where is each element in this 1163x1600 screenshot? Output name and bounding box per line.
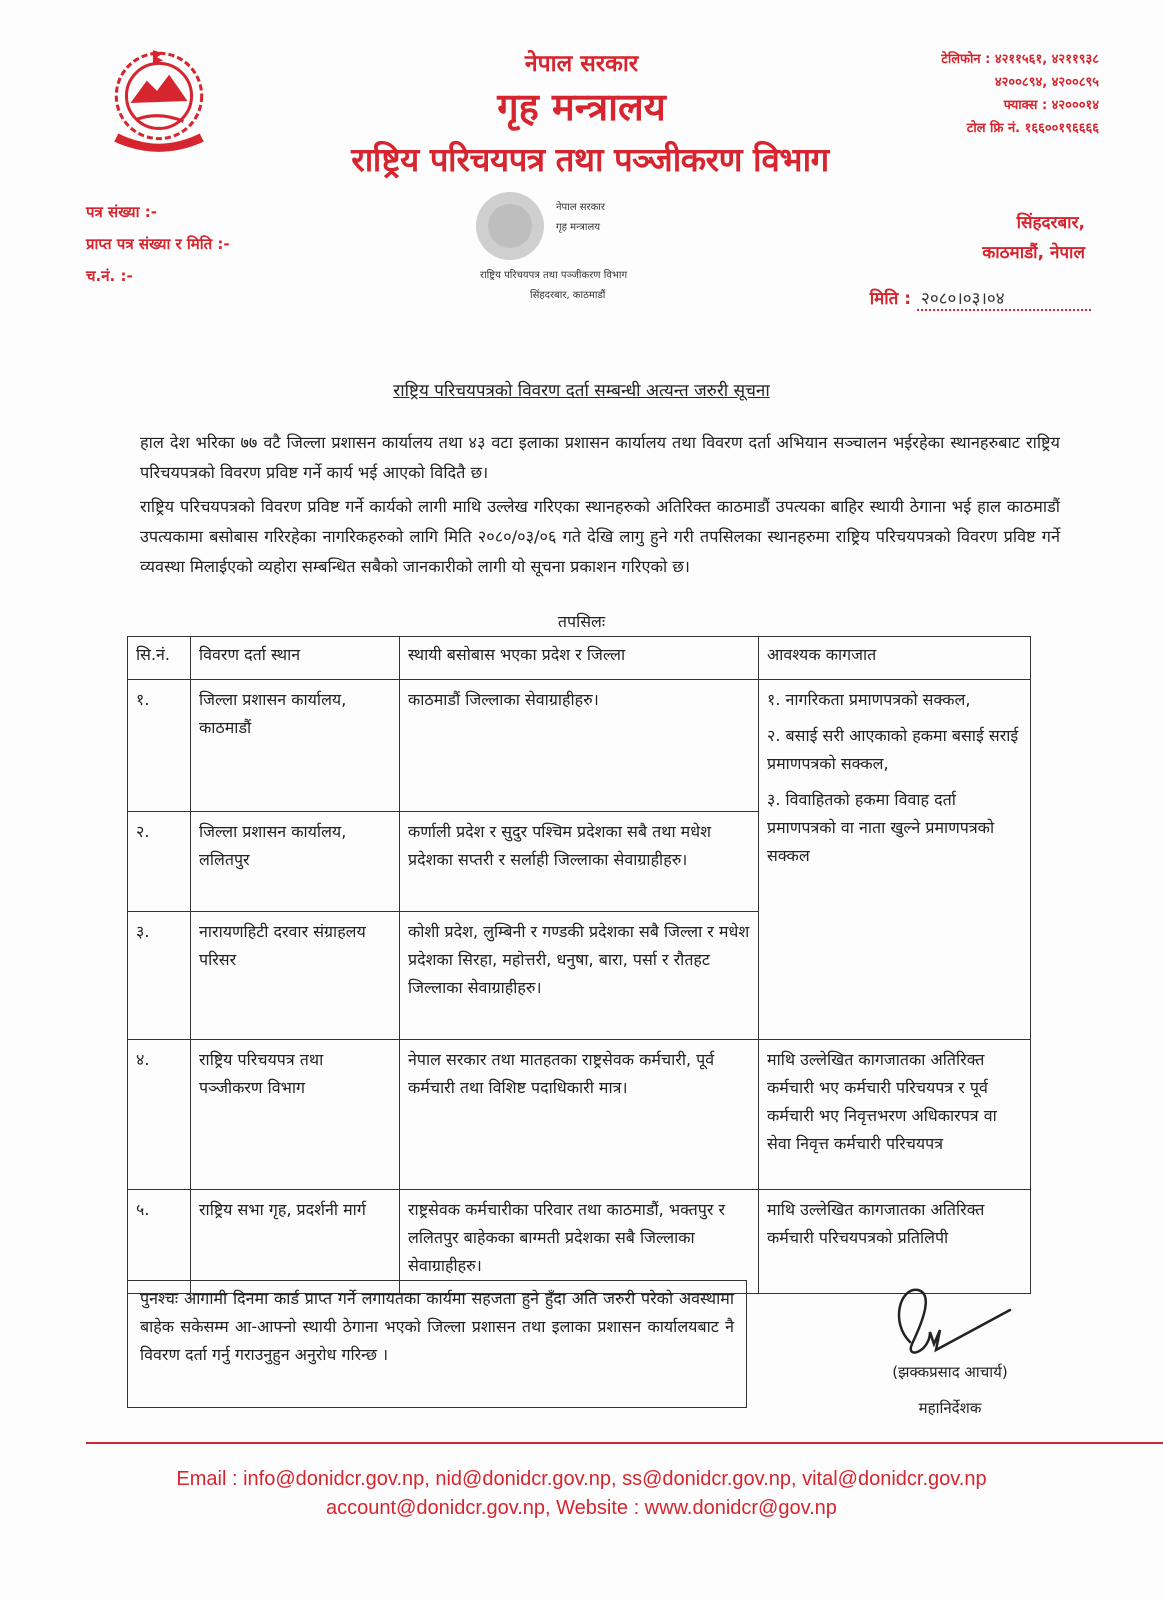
notice-paragraph-1: हाल देश भरिका ७७ वटै जिल्ला प्रशासन कार्यालय तथा ४३ वटा इलाका प्रशासन कार्यालय तथा विवरण दर्ता अभियान सञ्चालन भईरहेका स्थानहरुबाट राष्ट्रिय परिचयपत्रको विवरण प्रविष्ट गर्ने कार्य भई आएको विदितै छ।: [140, 433, 1060, 482]
footer-emails: Email : info@donidcr.gov.np, nid@donidcr.gov.np, ss@donidcr.gov.np, vital@donidcr.gov.np: [176, 1468, 987, 1490]
stamp-line-3: राष्ट्रिय परिचयपत्र तथा पञ्जीकरण विभाग: [480, 270, 628, 281]
date-field: [870, 286, 1091, 311]
registration-locations-table: [127, 636, 1031, 1294]
stamp-line-4: सिंहदरबार, काठमाडौं: [530, 290, 606, 301]
letter-number-label: पत्र संख्या :-: [86, 203, 157, 221]
notice-paragraph-2: राष्ट्रिय परिचयपत्रको विवरण प्रविष्ट गर्ने कार्यको लागी माथि उल्लेख गरिएका स्थानहरुको अतिरिक्त काठमाडौं उपत्यका बाहिर स्थायी ठेगाना भई हाल काठमाडौं उपत्यकामा बसोबास गरिरहेका नागरिकहरुको लागि मिति २०८०/०३/०६ गते देखि लागु हुने गरी तपसिलका स्थानहरुमा राष्ट्रिय परिचयपत्रको विवरण प्रविष्ट गर्ने व्यवस्था मिलाईएको व्यहोरा सम्बन्धित सबैको जानकारीको लागी यो सूचना प्रकाशन गरिएको छ।: [140, 497, 1060, 576]
cell-place: जिल्ला प्रशासन कार्यालय, ललितपुर: [191, 812, 400, 912]
address-line-1: सिंहदरबार,: [1016, 213, 1085, 233]
reference-block: [86, 196, 230, 292]
address-line-2: काठमाडौं, नेपाल: [982, 243, 1085, 263]
document-item: २. बसाई सरी आएकाको हकमा बसाई सराई प्रमाणपत्रको सक्कल,: [767, 726, 1019, 773]
cell-province: राष्ट्रसेवक कर्मचारीका परिवार तथा काठमाडौं, भक्तपुर र ललितपुर बाहेकका बाग्मती प्रदेशका सबै जिल्लाका सेवाग्राहीहरु।: [400, 1190, 759, 1294]
stamp-line-1: नेपाल सरकार: [556, 202, 605, 213]
cell-serial: ३.: [128, 912, 191, 1040]
cell-serial: ५.: [128, 1190, 191, 1294]
date-label: मिति :: [869, 289, 912, 309]
cell-documents: माथि उल्लेखित कागजातका अतिरिक्त कर्मचारी भए कर्मचारी परिचयपत्र र पूर्व कर्मचारी भए निवृत्तभरण अधिकारपत्र वा सेवा निवृत्त कर्मचारी परिचयपत्र: [759, 1040, 1031, 1190]
signature: [890, 1282, 1020, 1362]
contact-block: [941, 48, 1099, 140]
header-province: स्थायी बसोबास भएका प्रदेश र जिल्ला: [400, 637, 759, 680]
toll-free-line: टोल फ्रि नं. १६६००१९६६६६: [966, 121, 1099, 136]
cell-serial: २.: [128, 812, 191, 912]
table-row: [128, 680, 1031, 812]
phone-line-2: ४२००८९४, ४२००८९५: [994, 75, 1099, 90]
cell-province: कोशी प्रदेश, लुम्बिनी र गण्डकी प्रदेशका सबै जिल्ला र मधेश प्रदेशका सिरहा, महोत्तरी, धनुषा, बारा, पर्सा र रौतहट जिल्लाका सेवाग्राहीहरु।: [400, 912, 759, 1040]
postscript-box: पुनश्चः आगामी दिनमा कार्ड प्राप्त गर्ने लगायतका कार्यमा सहजता हुने हुँदा अति जरुरी परेको अवस्थामा बाहेक सकेसम्म आ-आफ्नो स्थायी ठेगाना भएको जिल्ला प्रशासन तथा इलाका प्रशासन कार्यालयबाट नै विवरण दर्ता गर्नु गराउनुहुन अनुरोध गरिन्छ ।: [127, 1280, 747, 1408]
government-name: नेपाल सरकार: [524, 51, 639, 77]
cell-place: नारायणहिटी दरवार संग्राहलय परिसर: [191, 912, 400, 1040]
dispatch-number-label: च.नं. :-: [86, 267, 133, 285]
date-value: २०८०।०३।०४: [917, 286, 1091, 311]
footer-website: account@donidcr.gov.np, Website : www.donidcr@gov.np: [326, 1497, 837, 1519]
cell-province: कर्णाली प्रदेश र सुदुर पश्चिम प्रदेशका सबै तथा मधेश प्रदेशका सप्तरी र सर्लाही जिल्लाका सेवाग्राहीहरु।: [400, 812, 759, 912]
schedule-label: तपसिलः: [557, 612, 606, 631]
address-block: [982, 208, 1085, 268]
stamp-line-2: गृह मन्त्रालय: [556, 222, 601, 233]
document-item: ३. विवाहितको हकमा विवाह दर्ता प्रमाणपत्रको वा नाता खुल्ने प्रमाणपत्रको सक्कल: [767, 790, 995, 865]
department-name: राष्ट्रिय परिचयपत्र तथा पञ्जीकरण विभाग: [351, 140, 829, 179]
table-row: [128, 1040, 1031, 1190]
cell-province: नेपाल सरकार तथा मातहतका राष्ट्रसेवक कर्मचारी, पूर्व कर्मचारी तथा विशिष्ट पदाधिकारी मात्र।: [400, 1040, 759, 1190]
header-documents: आवश्यक कागजात: [759, 637, 1031, 680]
notice-title: राष्ट्रिय परिचयपत्रको विवरण दर्ता सम्बन्धी अत्यन्त जरुरी सूचना: [393, 381, 770, 401]
ministry-name: गृह मन्त्रालय: [497, 85, 666, 129]
cell-serial: ४.: [128, 1040, 191, 1190]
cell-documents: माथि उल्लेखित कागजातका अतिरिक्त कर्मचारी परिचयपत्रको प्रतिलिपी: [759, 1190, 1031, 1294]
footer-divider: [86, 1442, 1163, 1444]
fax-line: फ्याक्स : ४२०००१४: [1003, 98, 1099, 113]
signatory-name: (झक्कप्रसाद आचार्य): [892, 1363, 1008, 1381]
table-row: [128, 1190, 1031, 1294]
header-place: विवरण दर्ता स्थान: [191, 637, 400, 680]
cell-serial: १.: [128, 680, 191, 812]
cell-common-documents: [759, 680, 1031, 1040]
cell-place: राष्ट्रिय परिचयपत्र तथा पञ्जीकरण विभाग: [191, 1040, 400, 1190]
phone-line-1: टेलिफोन : ४२११५६१, ४२११९३८: [941, 52, 1099, 67]
table-header-row: [128, 637, 1031, 680]
cell-place: राष्ट्रिय सभा गृह, प्रदर्शनी मार्ग: [191, 1190, 400, 1294]
office-stamp: [470, 186, 700, 306]
document-item: १. नागरिकता प्रमाणपत्रको सक्कल,: [767, 690, 971, 709]
signatory-title: महानिर्देशक: [918, 1399, 982, 1417]
cell-province: काठमाडौं जिल्लाका सेवाग्राहीहरु।: [400, 680, 759, 812]
cell-place: जिल्ला प्रशासन कार्यालय, काठमाडौं: [191, 680, 400, 812]
header-serial: सि.नं.: [128, 637, 191, 680]
received-letter-label: प्राप्त पत्र संख्या र मिति :-: [86, 235, 230, 253]
